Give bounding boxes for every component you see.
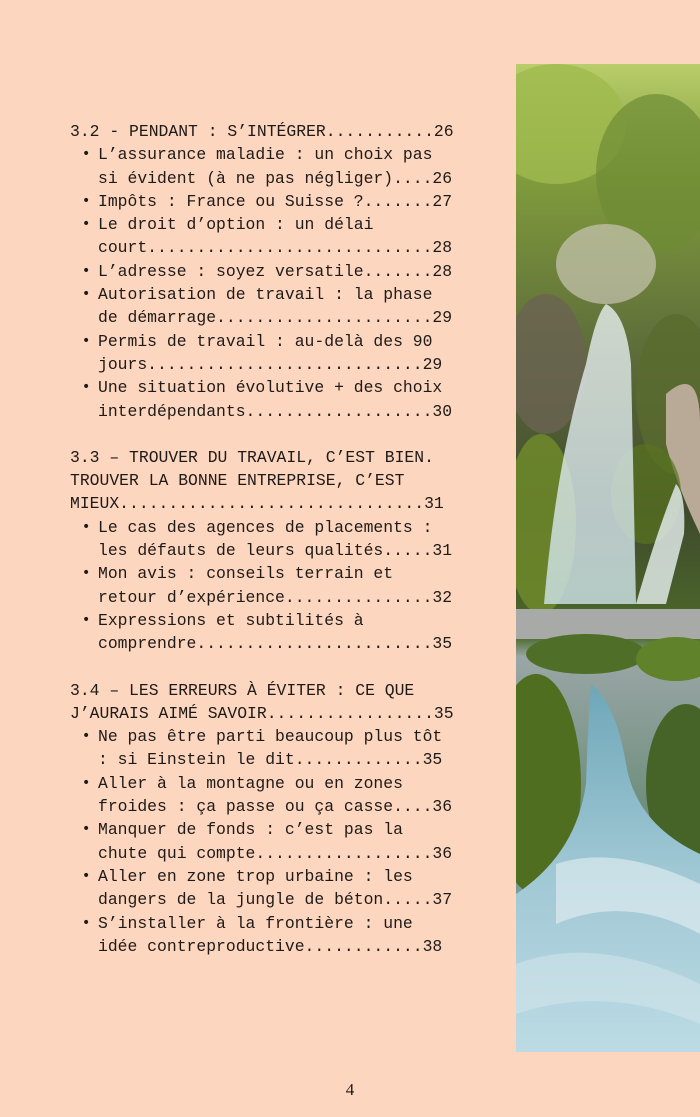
toc-item-line: Aller en zone trop urbaine : les (98, 866, 413, 886)
toc-item[interactable] (70, 772, 470, 819)
toc-item-list (70, 725, 470, 958)
section-heading-line: 3.3 – TROUVER DU TRAVAIL, C’EST BIEN. (70, 447, 434, 467)
toc-item[interactable] (70, 376, 470, 423)
bullet-icon: • (82, 867, 91, 884)
toc-section-3-2 (70, 120, 470, 423)
toc-item-line: Manquer de fonds : c’est pas la (98, 820, 403, 840)
toc-item-line: Impôts : France ou Suisse ?.......27 (98, 191, 453, 211)
toc-item-line: dangers de la jungle de béton.....37 (98, 890, 453, 910)
toc-item[interactable] (70, 562, 470, 609)
toc-item-line: Aller à la montagne ou en zones (98, 773, 403, 793)
bullet-icon: • (82, 379, 91, 396)
bullet-icon: • (82, 332, 91, 349)
toc-item-line: si évident (à ne pas négliger)....26 (98, 168, 453, 188)
toc-item-line: Mon avis : conseils terrain et (98, 564, 394, 584)
toc-item[interactable] (70, 725, 470, 772)
section-heading-line: MIEUX...............................31 (70, 494, 444, 514)
bullet-icon: • (82, 286, 91, 303)
toc-item-line: comprendre........................35 (98, 634, 453, 654)
toc-item-line: Autorisation de travail : la phase (98, 285, 433, 305)
toc-item[interactable] (70, 609, 470, 656)
toc-item[interactable] (70, 865, 470, 912)
bullet-icon: • (82, 192, 91, 209)
toc-item[interactable] (70, 260, 470, 283)
toc-item-line: interdépendants...................30 (98, 401, 453, 421)
toc-item-line: froides : ça passe ou ça casse....36 (98, 797, 453, 817)
bullet-icon: • (82, 774, 91, 791)
toc-item-list (70, 516, 470, 656)
toc-item[interactable] (70, 516, 470, 563)
toc-item[interactable] (70, 818, 470, 865)
bullet-icon: • (82, 565, 91, 582)
toc-item-line: Une situation évolutive + des choix (98, 378, 443, 398)
toc-item[interactable] (70, 330, 470, 377)
bullet-icon: • (82, 728, 91, 745)
toc-item-line: court.............................28 (98, 238, 453, 258)
toc-item-list (70, 143, 470, 423)
toc-section-3-3 (70, 446, 470, 656)
toc-item-line: Le cas des agences de placements : (98, 517, 433, 537)
toc-item-line: Ne pas être parti beaucoup plus tôt (98, 727, 443, 747)
bullet-icon: • (82, 216, 91, 233)
table-of-contents (70, 120, 470, 981)
toc-item-line: Permis de travail : au-delà des 90 (98, 331, 433, 351)
toc-item-line: idée contreproductive............38 (98, 936, 443, 956)
toc-item-line: de démarrage......................29 (98, 308, 453, 328)
toc-item[interactable] (70, 190, 470, 213)
toc-item-line: : si Einstein le dit.............35 (98, 750, 443, 770)
bullet-icon: • (82, 821, 91, 838)
toc-item[interactable] (70, 912, 470, 959)
bullet-icon: • (82, 146, 91, 163)
toc-item[interactable] (70, 143, 470, 190)
bullet-icon: • (82, 518, 91, 535)
toc-section-3-4 (70, 679, 470, 959)
toc-item-line: retour d’expérience...............32 (98, 587, 453, 607)
waterfall-photo (516, 64, 700, 1052)
bullet-icon: • (82, 914, 91, 931)
toc-item-line: Expressions et subtilités à (98, 610, 364, 630)
section-heading-line: TROUVER LA BONNE ENTREPRISE, C’EST (70, 471, 405, 491)
toc-item-line: L’adresse : soyez versatile.......28 (98, 261, 453, 281)
toc-item-line: S’installer à la frontière : une (98, 913, 413, 933)
bullet-icon: • (82, 611, 91, 628)
section-heading-line: J’AURAIS AIMÉ SAVOIR.................35 (70, 703, 454, 723)
toc-item-line: Le droit d’option : un délai (98, 215, 374, 235)
section-heading-line: 3.4 – LES ERREURS À ÉVITER : CE QUE (70, 680, 415, 700)
toc-item-line: chute qui compte..................36 (98, 843, 453, 863)
bullet-icon: • (82, 262, 91, 279)
toc-item-line: L’assurance maladie : un choix pas (98, 145, 433, 165)
toc-item-line: les défauts de leurs qualités.....31 (98, 541, 453, 561)
page-number: 4 (345, 1080, 355, 1099)
toc-item-line: jours............................29 (98, 354, 443, 374)
toc-item[interactable] (70, 213, 470, 260)
toc-item[interactable] (70, 283, 470, 330)
section-heading-line: 3.2 - PENDANT : S’INTÉGRER...........26 (70, 122, 454, 141)
